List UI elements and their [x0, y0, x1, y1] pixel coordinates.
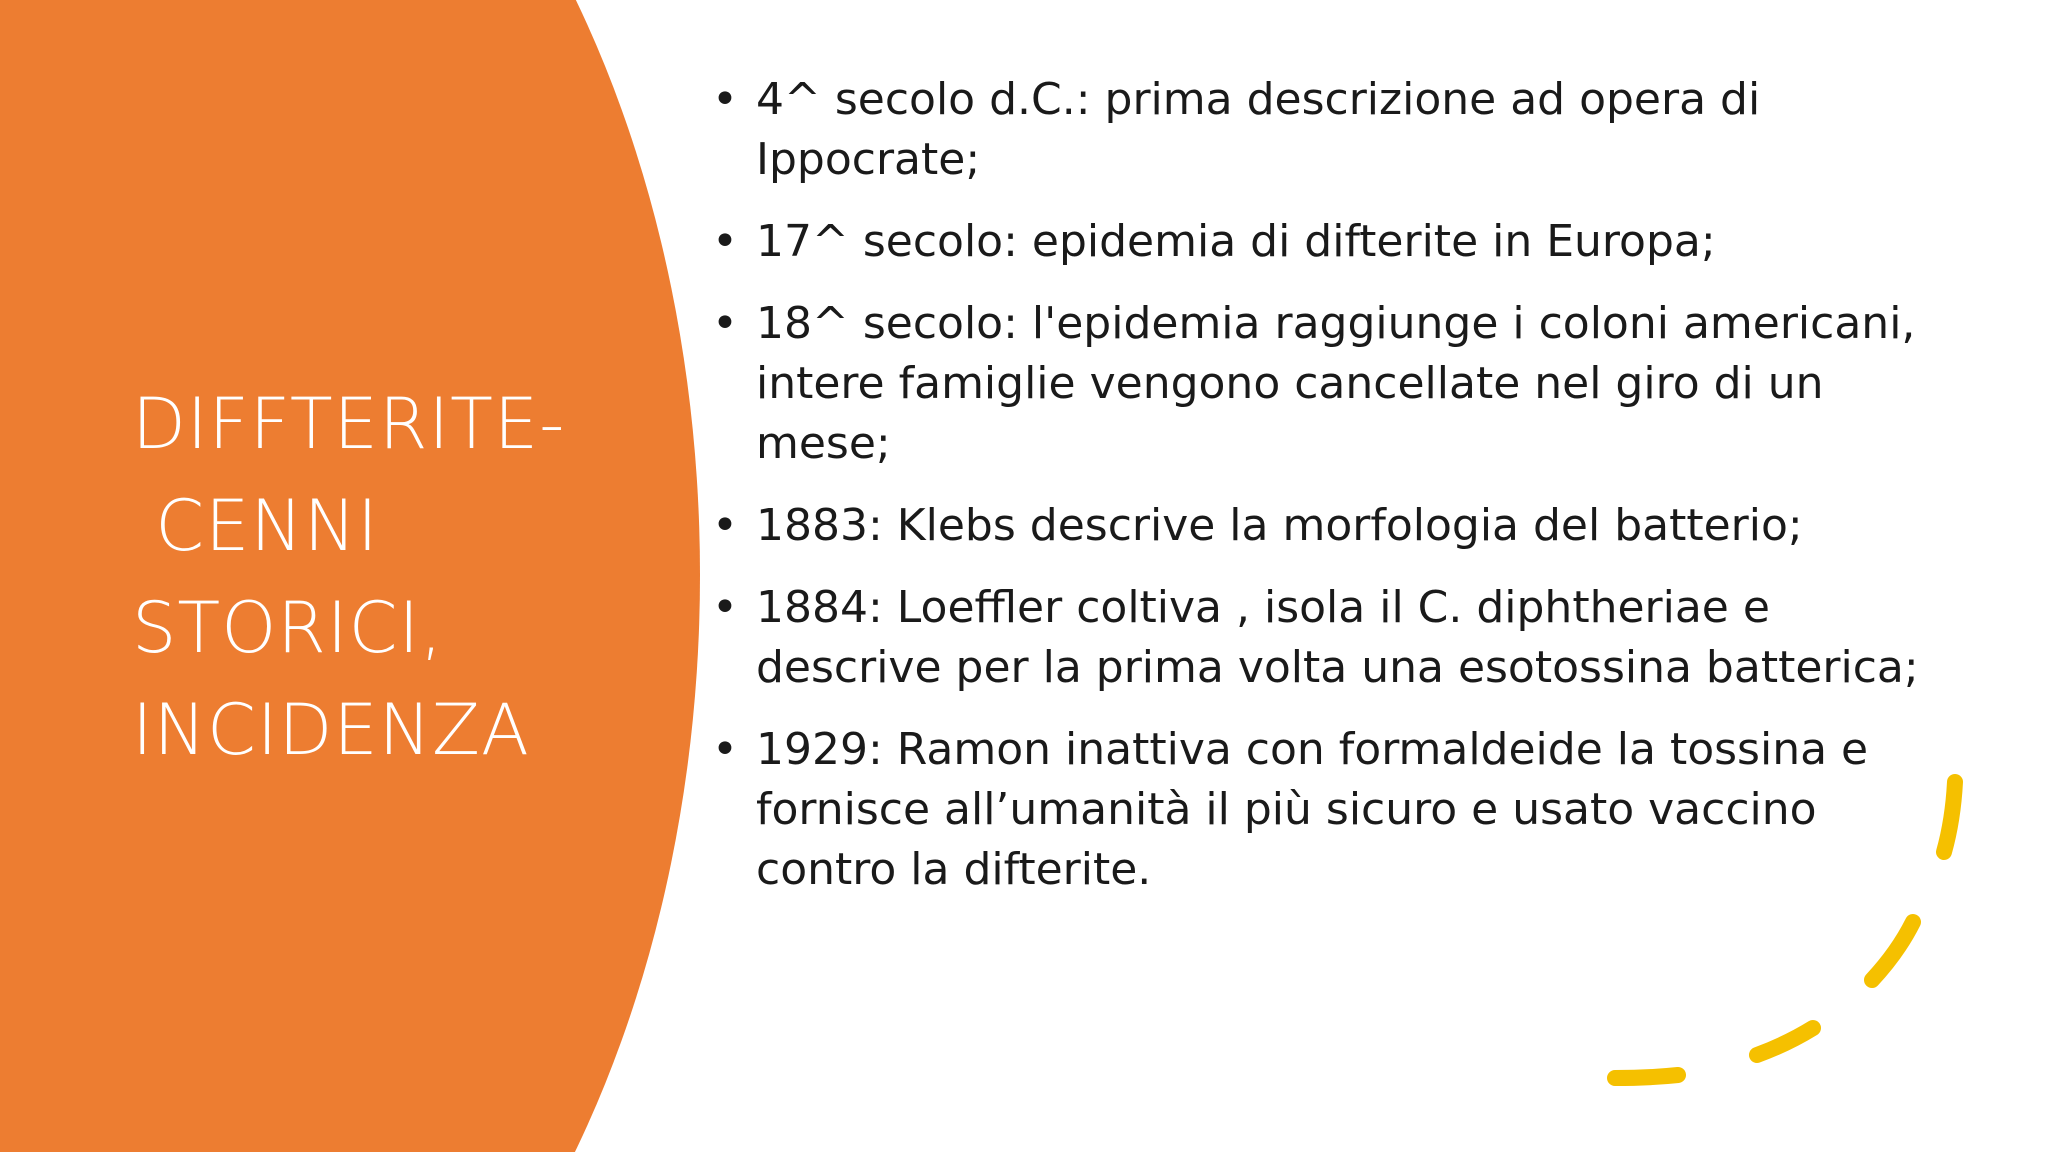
bullet-dot: • [712, 500, 738, 551]
dashed-arc-decoration [1580, 760, 2000, 1140]
dash-segment [1944, 782, 1955, 852]
dash-segment [1872, 922, 1913, 980]
bullet-item [712, 578, 1932, 698]
title-line-1: DIFFTERITE- [132, 383, 566, 465]
title-line-4: INCIDENZA [132, 689, 530, 771]
bullet-text: 1884: Loeffler coltiva , isola il C. diphtheriae e descrive per la prima volta una esotossina batterica; [756, 582, 1919, 693]
bullet-item [712, 70, 1932, 190]
bullet-text: 1929: Ramon inattiva con formaldeide la tossina e fornisce all’umanità il più sicuro e usato vaccino contro la difterite. [756, 724, 1869, 895]
bullet-dot: • [712, 74, 738, 125]
bullet-text: 1883: Klebs descrive la morfologia del batterio; [756, 500, 1803, 551]
bullet-item [712, 212, 1932, 272]
bullet-item [712, 294, 1932, 474]
bullet-text: 17^ secolo: epidemia di difterite in Europa; [756, 216, 1716, 267]
bullet-dot: • [712, 298, 738, 349]
bullet-dot: • [712, 582, 738, 633]
bullet-item [712, 496, 1932, 556]
bullet-text: 4^ secolo d.C.: prima descrizione ad opera di Ippocrate; [756, 74, 1761, 185]
title-line-2: CENNI [132, 485, 379, 567]
dash-segment [1615, 1075, 1678, 1078]
slide-title [132, 373, 602, 781]
dash-segment [1757, 1028, 1813, 1055]
bullet-dot: • [712, 216, 738, 267]
bullet-dot: • [712, 724, 738, 775]
bullet-text: 18^ secolo: l'epidemia raggiunge i coloni americani, intere famiglie vengono cancellate nel giro di un mese; [756, 298, 1916, 469]
title-line-3: STORICI, [132, 587, 444, 669]
